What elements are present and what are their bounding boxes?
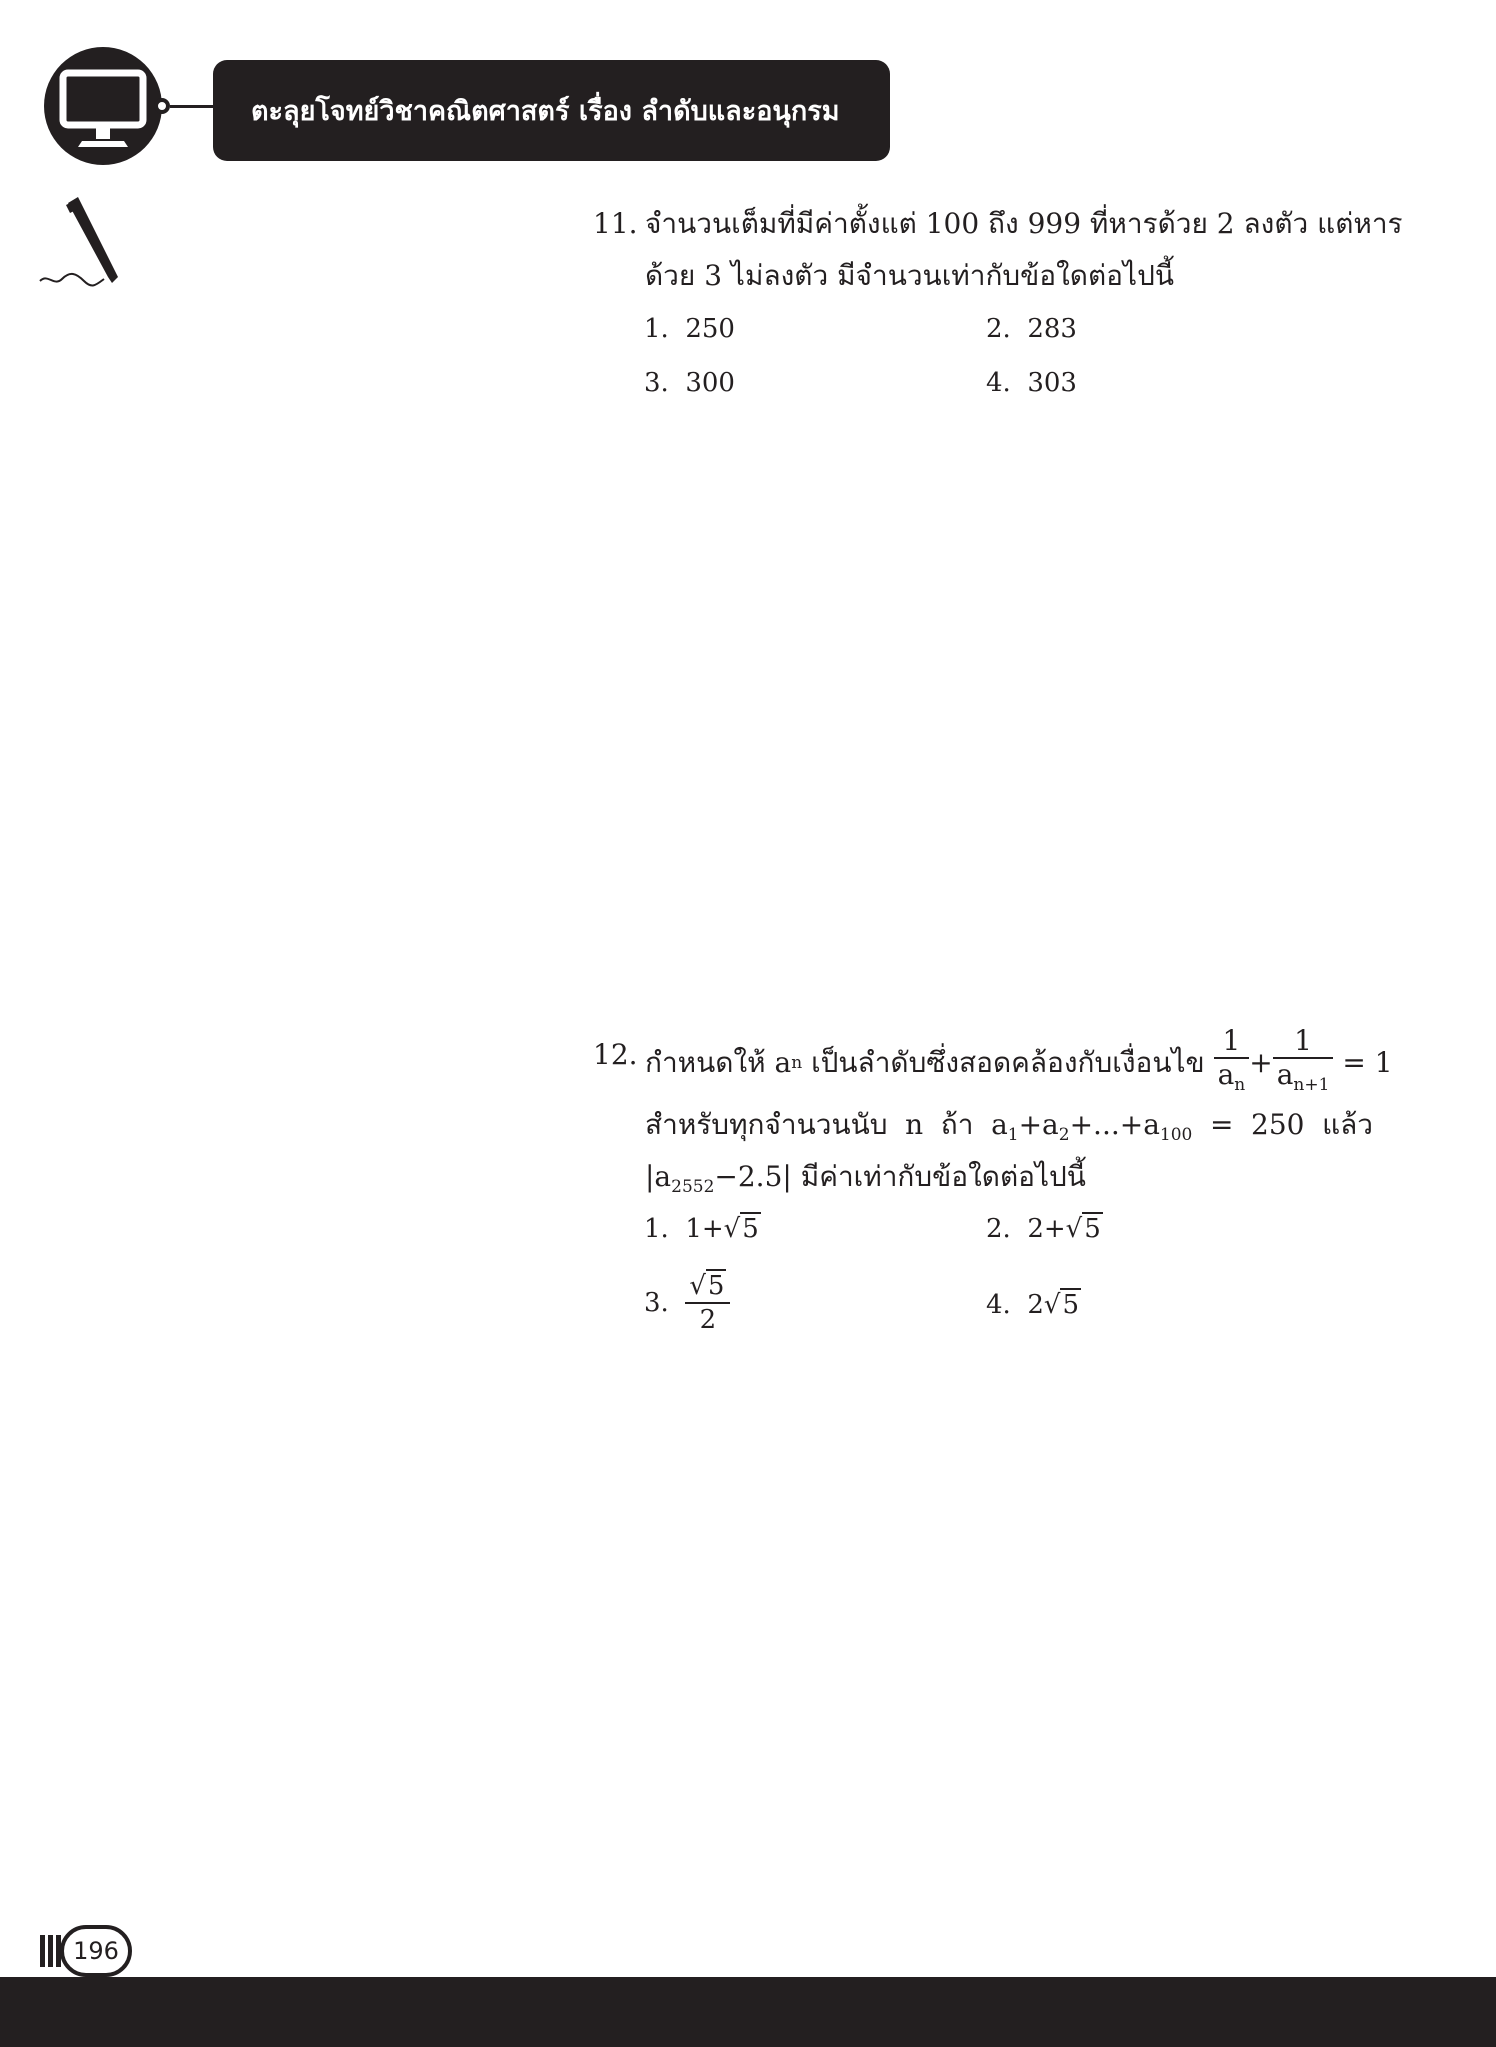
option-value: 283: [1027, 314, 1077, 344]
footer-bar: [0, 1977, 1496, 2047]
option-number: 1.: [644, 314, 669, 344]
lightbulb-base: [48, 1935, 53, 1967]
answer-option: 3. $\frac{√5}{2}$: [644, 1270, 730, 1336]
question-number: 12.: [593, 1038, 638, 1071]
fraction: $\frac{1}{a_{n+1}}$: [1273, 1025, 1334, 1101]
option-number: 3.: [644, 368, 669, 398]
pen-icon: [38, 195, 122, 287]
question-text-line: กำหนดให้ a n เป็นลำดับซึ่งสอดคล้องกับเงื่อนไข $\frac{1}{a_n}$ + $\frac{1}{a_{n+1}}$ = 1: [645, 1025, 1373, 1101]
answer-option: [986, 314, 1077, 344]
lightbulb-base: [40, 1935, 45, 1967]
answer-option: [986, 368, 1077, 398]
option-value: 300: [685, 368, 735, 398]
question-text-line: ด้วย 3 ไม่ลงตัว มีจำนวนเท่ากับข้อใดต่อไปนี้: [645, 259, 1174, 292]
monitor-icon-badge: [44, 47, 162, 165]
answer-option: [644, 314, 735, 344]
option-number: 2.: [986, 314, 1011, 344]
page-title: ตะลุยโจทย์วิชาคณิตศาสตร์ เรื่อง ลำดับและอนุกรม: [251, 96, 840, 127]
option-value: 250: [685, 314, 735, 344]
lightbulb-icon: [60, 1925, 132, 1977]
monitor-icon: [44, 47, 162, 165]
question-text-line: สำหรับทุกจำนวนนับ n ถ้า $a_1+a_2+...+a_{100}$ = 250 แล้ว: [645, 1108, 1373, 1145]
header-connector: [170, 105, 214, 108]
answer-option: [644, 368, 735, 398]
answer-option: 4. 2√5: [986, 1290, 1080, 1320]
option-value: 303: [1027, 368, 1077, 398]
header-banner: [213, 60, 890, 161]
question-text-line: จำนวนเต็มที่มีค่าตั้งแต่ 100 ถึง 999 ที่หารด้วย 2 ลงตัว แต่หาร: [645, 207, 1403, 240]
question-number: 11.: [593, 207, 638, 240]
answer-option: 1. 1+√5: [644, 1214, 759, 1244]
fraction: $\frac{√5}{2}$: [685, 1270, 730, 1336]
page-number: 196: [73, 1937, 119, 1965]
fraction: $\frac{1}{a_n}$: [1214, 1025, 1250, 1101]
answer-option: 2. 2+√5: [986, 1214, 1101, 1244]
option-number: 4.: [986, 368, 1011, 398]
question-text-line: $|a_{2552}-2.5|$ มีค่าเท่ากับข้อใดต่อไปนี้: [645, 1160, 1086, 1197]
header-connector-dot: [154, 98, 170, 114]
